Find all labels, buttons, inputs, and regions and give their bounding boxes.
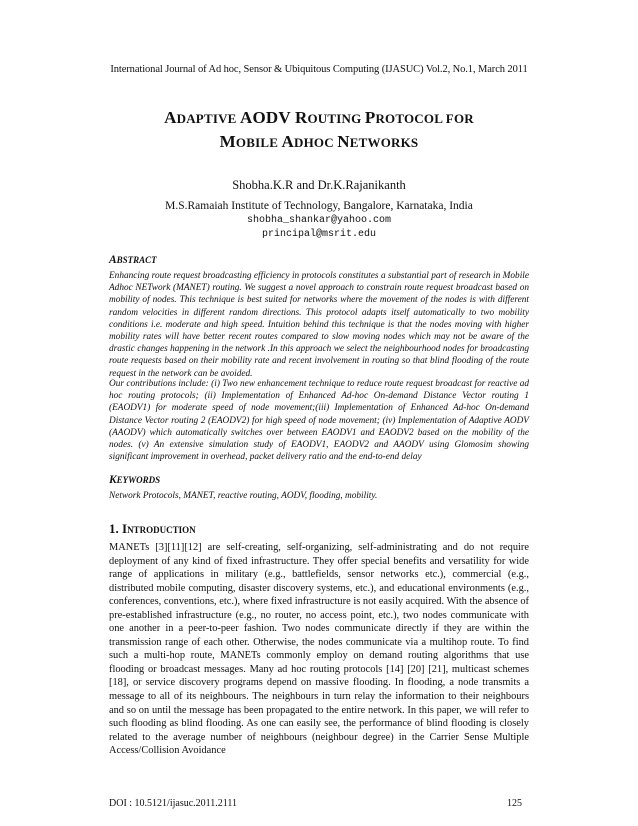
abstract-paragraph-1: Enhancing route request broadcasting efficiency in protocols constitutes a substantial part of research in Mobile Adhoc NETwork (MANET) routing. We suggest a novel approach to constrain route request broadcast based on mobility of nodes. This technique is best suited for networks where the movement of the nodes is with different random velocities in different random directions. This protocol adapts itself automatically to two mobility conditions i.e. moderate and high speed. Intuition behind this technique is that the nodes moving with higher mobility rates will have better recent routes compared to slow moving nodes which may not be aware of the drastic changes happening in the network .In this approach we select the neighbourhood nodes for broadcasting route requests based on their mobility rate and recent involvement in routing so that blind flooding of the route request in the network can be avoided. (109, 271, 529, 379)
introduction-heading: 1. INTRODUCTION (109, 521, 196, 536)
title-line-2: MOBILE ADHOC NETWORKS (219, 132, 419, 151)
doi: DOI : 10.5121/ijasuc.2011.2111 (109, 798, 238, 809)
email-2: principal@msrit.edu (261, 229, 377, 240)
keywords-text: Network Protocols, MANET, reactive routing, AODV, flooding, mobility. (109, 491, 378, 501)
introduction-paragraph: MANETs [3][11][12] are self-creating, self-organizing, self-administrating and do not require deployment of any kind of fixed infrastructure. They offer special benefits and versatility for wide range of applications in military (e.g., battlefields, sensor networks etc.), commercial (e.g., distributed mobile computing, disaster discovery systems, etc.), and educational environments (e.g., conferences, conventions, etc.), where fixed infrastructure is not easily acquired. With the absence of pre-established infrastructure (e.g., no router, no access point, etc.), two nodes communicate with one another in a peer-to-peer fashion. Two nodes communicate directly if they are within the transmission range of each other. Otherwise, the nodes communicate via a multihop route. To find such a multi-hop route, MANETs commonly employ on demand routing algorithms that use flooding or broadcast messages. Many ad hoc routing protocols [14] [20] [21], multicast schemes [18], or service discovery programs depend on massive flooding. In flooding, a node transmits a message to all of its neighbours. The neighbours in turn relay the information to their neighbours and so on until the message has been propagated to the entire network. In this paper, we will refer to such flooding as blind flooding. As one can easily see, the performance of blind flooding is closely related to the average number of neighbours (neighbour degree) in the Carrier Sense Multiple Access/Collision Avoidance (109, 542, 529, 757)
authors: Shobha.K.R and Dr.K.Rajanikanth (232, 178, 406, 192)
page-number: 125 (507, 798, 522, 809)
affiliation: M.S.Ramaiah Institute of Technology, Bangalore, Karnataka, India (165, 200, 473, 212)
abstract-paragraph-2: Our contributions include: (i) Two new enhancement technique to reduce route request broadcast for reactive ad hoc routing protocols; (ii) Implementation of Enhanced Ad-hoc On-demand Distance Vector routing 1 (EAODV1) for moderate speed of node movement;(iii) Implementation of Enhanced Ad-hoc On-demand Distance Vector routing 2 (EAODV2) for high speed of node movement; (iv) Implementation of Adaptive AODV (AAODV) which automatically switches over between EAODV1 and EAODV2 based on the mobility of the nodes. (v) An extensive simulation study of EAODV1, EAODV2 and AAODV using Glomosim showing significant improvement in overhead, packet delivery ratio and the end-to-end delay (109, 379, 529, 463)
keywords-heading: KEYWORDS (109, 474, 161, 486)
title-line-1: ADAPTIVE AODV ROUTING PROTOCOL FOR (164, 108, 474, 127)
journal-header: International Journal of Ad hoc, Sensor & Ubiquitous Computing (IJASUC) Vol.2, No.1, March 2011 (110, 64, 528, 75)
email-1: shobha_shankar@yahoo.com (246, 215, 392, 226)
abstract-heading: ABSTRACT (109, 254, 157, 266)
